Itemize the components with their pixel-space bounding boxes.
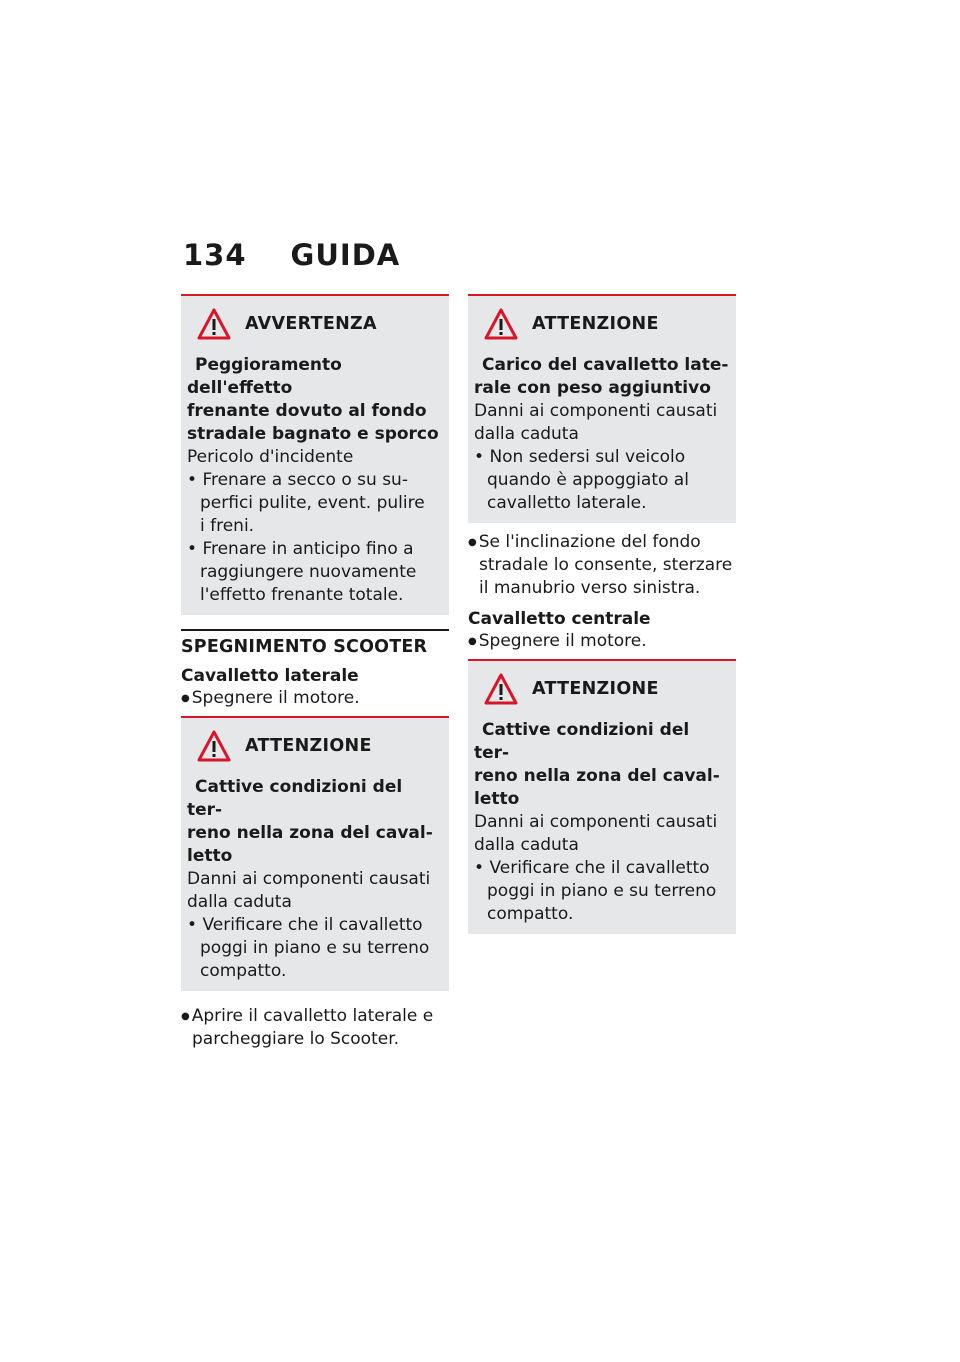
left-column	[181, 294, 449, 1051]
warning-title: AVVERTENZA	[245, 314, 377, 334]
list-item: • Frenare a secco o su su- perfici pulite, event. pulire i freni.	[187, 469, 443, 538]
list-item: • Frenare in anticipo fino a raggiungere nuovamente l'effetto frenante totale.	[187, 538, 443, 607]
attention-text: Danni ai componenti causati dalla caduta	[474, 812, 718, 855]
attention-box-header	[187, 730, 443, 762]
chapter-title: GUIDA	[290, 238, 401, 272]
attention-text: Danni ai componenti causati dalla caduta	[187, 869, 431, 912]
attention-text: Danni ai componenti causati dalla caduta	[474, 401, 718, 444]
step-item: ● Aprire il cavalletto laterale e parcheggiare lo Scooter.	[181, 1005, 449, 1051]
list-item: • Verificare che il cavalletto poggi in piano e su terreno compatto.	[474, 857, 730, 926]
subsection-title: Cavalletto laterale	[181, 666, 359, 686]
warning-text: Pericolo d'incidente	[187, 447, 354, 467]
attention-bullets	[474, 446, 730, 515]
warning-bullets	[187, 469, 443, 607]
attention-title: ATTENZIONE	[532, 679, 659, 699]
warning-triangle-icon	[197, 730, 231, 762]
attention-subtitle: Cattive condizioni del ter- reno nella zona del caval- letto	[474, 720, 720, 809]
attention-box	[468, 294, 736, 523]
subsection-title: Cavalletto centrale	[468, 609, 651, 629]
right-column	[468, 294, 736, 942]
attention-subtitle: Carico del cavalletto late- rale con peso aggiuntivo	[474, 355, 729, 398]
step-item: ● Spegnere il motore.	[468, 630, 736, 653]
attention-subtitle: Cattive condizioni del ter- reno nella zona del caval- letto	[187, 777, 433, 866]
list-item: • Non sedersi sul veicolo quando è appoggiato al cavalletto laterale.	[474, 446, 730, 515]
attention-title: ATTENZIONE	[245, 736, 372, 756]
section-title: SPEGNIMENTO SCOOTER	[181, 629, 449, 657]
warning-subtitle: Peggioramento dell'effetto frenante dovuto al fondo stradale bagnato e sporco	[187, 355, 439, 444]
attention-box-header	[474, 308, 730, 340]
step-item: ● Spegnere il motore.	[181, 687, 449, 710]
warning-box	[181, 294, 449, 615]
page-number: 134	[183, 238, 247, 272]
attention-title: ATTENZIONE	[532, 314, 659, 334]
warning-box-header	[187, 308, 443, 340]
attention-box	[468, 659, 736, 934]
attention-box	[181, 716, 449, 991]
page-header	[183, 238, 400, 272]
warning-triangle-icon	[197, 308, 231, 340]
attention-box-header	[474, 673, 730, 705]
attention-bullets	[474, 857, 730, 926]
warning-triangle-icon	[484, 673, 518, 705]
warning-triangle-icon	[484, 308, 518, 340]
attention-bullets	[187, 914, 443, 983]
list-item: • Verificare che il cavalletto poggi in piano e su terreno compatto.	[187, 914, 443, 983]
step-item: ● Se l'inclinazione del fondo stradale lo consente, sterzare il manubrio verso sinistra.	[468, 531, 736, 600]
